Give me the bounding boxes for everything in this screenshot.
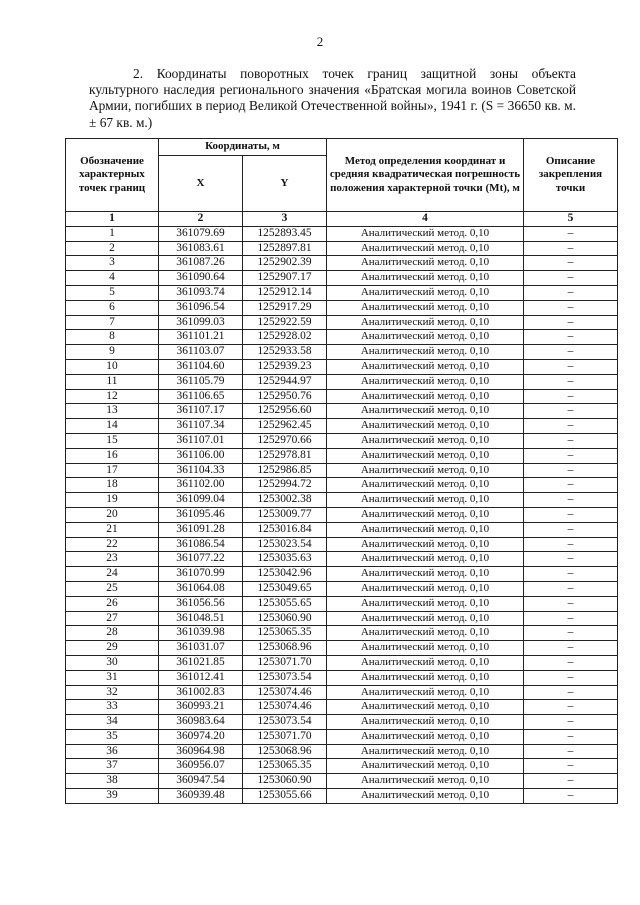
description-cell: – <box>524 256 618 271</box>
x-coordinate-cell: 361096.54 <box>159 300 243 315</box>
y-coordinate-cell: 1253074.46 <box>243 685 327 700</box>
y-coordinate-cell: 1252956.60 <box>243 404 327 419</box>
y-coordinate-cell: 1253065.35 <box>243 759 327 774</box>
x-coordinate-cell: 361091.28 <box>159 522 243 537</box>
point-number-cell: 1 <box>66 226 159 241</box>
point-number-cell: 8 <box>66 330 159 345</box>
point-number-cell: 28 <box>66 626 159 641</box>
description-cell: – <box>524 507 618 522</box>
description-cell: – <box>524 729 618 744</box>
method-cell: Аналитический метод. 0,10 <box>327 700 524 715</box>
description-cell: – <box>524 581 618 596</box>
x-coordinate-cell: 361077.22 <box>159 552 243 567</box>
method-cell: Аналитический метод. 0,10 <box>327 626 524 641</box>
index-cell: 4 <box>327 212 524 227</box>
heading-text: 2. Координаты поворотных точек границ защитной зоны объекта культурного наследия регионального значения «Братская могила воинов Советской Армии, погибших в период Великой Отечественной войны», 1941 г. (S = 36650 кв. м. ± 67 кв. м.) <box>89 66 576 130</box>
method-cell: Аналитический метод. 0,10 <box>327 448 524 463</box>
point-number-cell: 25 <box>66 581 159 596</box>
x-coordinate-cell: 361095.46 <box>159 507 243 522</box>
table-row <box>66 271 618 286</box>
header-y: Y <box>243 156 327 212</box>
method-cell: Аналитический метод. 0,10 <box>327 389 524 404</box>
x-coordinate-cell: 361105.79 <box>159 374 243 389</box>
page-number: 2 <box>316 34 324 49</box>
method-cell: Аналитический метод. 0,10 <box>327 493 524 508</box>
header-method: Метод определения координат и средняя квадратическая погрешность положения характерной точки (Mt), м <box>327 139 524 212</box>
point-number-cell: 5 <box>66 285 159 300</box>
y-coordinate-cell: 1252893.45 <box>243 226 327 241</box>
x-coordinate-cell: 361079.69 <box>159 226 243 241</box>
header-x: X <box>159 156 243 212</box>
y-coordinate-cell: 1252978.81 <box>243 448 327 463</box>
description-cell: – <box>524 789 618 804</box>
index-cell: 1 <box>66 212 159 227</box>
table-row <box>66 552 618 567</box>
x-coordinate-cell: 361086.54 <box>159 537 243 552</box>
description-cell: – <box>524 226 618 241</box>
table-row <box>66 404 618 419</box>
description-cell: – <box>524 404 618 419</box>
table-row <box>66 389 618 404</box>
method-cell: Аналитический метод. 0,10 <box>327 256 524 271</box>
table-row <box>66 641 618 656</box>
y-coordinate-cell: 1253068.96 <box>243 641 327 656</box>
point-number-cell: 32 <box>66 685 159 700</box>
y-coordinate-cell: 1253071.70 <box>243 655 327 670</box>
description-cell: – <box>524 389 618 404</box>
method-cell: Аналитический метод. 0,10 <box>327 478 524 493</box>
table-row <box>66 256 618 271</box>
x-coordinate-cell: 361101.21 <box>159 330 243 345</box>
header-coordinates: Координаты, м <box>159 139 327 156</box>
point-number-cell: 6 <box>66 300 159 315</box>
header-row-1 <box>66 139 618 156</box>
point-number-cell: 22 <box>66 537 159 552</box>
point-number-cell: 34 <box>66 715 159 730</box>
method-cell: Аналитический метод. 0,10 <box>327 404 524 419</box>
method-cell: Аналитический метод. 0,10 <box>327 537 524 552</box>
table-row <box>66 226 618 241</box>
y-coordinate-cell: 1252922.59 <box>243 315 327 330</box>
method-cell: Аналитический метод. 0,10 <box>327 670 524 685</box>
y-coordinate-cell: 1253055.65 <box>243 596 327 611</box>
description-cell: – <box>524 641 618 656</box>
method-cell: Аналитический метод. 0,10 <box>327 507 524 522</box>
description-cell: – <box>524 493 618 508</box>
x-coordinate-cell: 361031.07 <box>159 641 243 656</box>
description-cell: – <box>524 611 618 626</box>
point-number-cell: 29 <box>66 641 159 656</box>
y-coordinate-cell: 1252950.76 <box>243 389 327 404</box>
method-cell: Аналитический метод. 0,10 <box>327 744 524 759</box>
point-number-cell: 20 <box>66 507 159 522</box>
description-cell: – <box>524 374 618 389</box>
method-cell: Аналитический метод. 0,10 <box>327 226 524 241</box>
table-row <box>66 700 618 715</box>
y-coordinate-cell: 1253073.54 <box>243 715 327 730</box>
point-number-cell: 26 <box>66 596 159 611</box>
point-number-cell: 13 <box>66 404 159 419</box>
header-designation: Обозначение характерных точек границ <box>66 139 159 212</box>
description-cell: – <box>524 448 618 463</box>
table-row <box>66 463 618 478</box>
point-number-cell: 35 <box>66 729 159 744</box>
method-cell: Аналитический метод. 0,10 <box>327 611 524 626</box>
table-body <box>66 226 618 803</box>
table-row <box>66 774 618 789</box>
table-row <box>66 330 618 345</box>
method-cell: Аналитический метод. 0,10 <box>327 359 524 374</box>
header-description: Описание закрепления точки <box>524 139 618 212</box>
x-coordinate-cell: 360947.54 <box>159 774 243 789</box>
point-number-cell: 9 <box>66 345 159 360</box>
description-cell: – <box>524 537 618 552</box>
index-cell: 2 <box>159 212 243 227</box>
table-row <box>66 655 618 670</box>
description-cell: – <box>524 433 618 448</box>
description-cell: – <box>524 345 618 360</box>
y-coordinate-cell: 1253016.84 <box>243 522 327 537</box>
table-row <box>66 729 618 744</box>
table-row <box>66 478 618 493</box>
point-number-cell: 38 <box>66 774 159 789</box>
y-coordinate-cell: 1252986.85 <box>243 463 327 478</box>
x-coordinate-cell: 361106.00 <box>159 448 243 463</box>
section-heading <box>89 66 576 131</box>
y-coordinate-cell: 1253042.96 <box>243 567 327 582</box>
y-coordinate-cell: 1253009.77 <box>243 507 327 522</box>
description-cell: – <box>524 478 618 493</box>
description-cell: – <box>524 626 618 641</box>
description-cell: – <box>524 567 618 582</box>
description-cell: – <box>524 359 618 374</box>
method-cell: Аналитический метод. 0,10 <box>327 271 524 286</box>
x-coordinate-cell: 361107.17 <box>159 404 243 419</box>
y-coordinate-cell: 1252907.17 <box>243 271 327 286</box>
description-cell: – <box>524 715 618 730</box>
coordinates-table-wrap <box>65 138 618 804</box>
y-coordinate-cell: 1253065.35 <box>243 626 327 641</box>
description-cell: – <box>524 419 618 434</box>
point-number-cell: 23 <box>66 552 159 567</box>
method-cell: Аналитический метод. 0,10 <box>327 685 524 700</box>
coordinates-table <box>65 138 618 804</box>
point-number-cell: 18 <box>66 478 159 493</box>
y-coordinate-cell: 1252962.45 <box>243 419 327 434</box>
method-cell: Аналитический метод. 0,10 <box>327 715 524 730</box>
table-row <box>66 596 618 611</box>
x-coordinate-cell: 360956.07 <box>159 759 243 774</box>
table-row <box>66 359 618 374</box>
point-number-cell: 16 <box>66 448 159 463</box>
y-coordinate-cell: 1252912.14 <box>243 285 327 300</box>
table-row <box>66 433 618 448</box>
point-number-cell: 10 <box>66 359 159 374</box>
point-number-cell: 30 <box>66 655 159 670</box>
point-number-cell: 37 <box>66 759 159 774</box>
x-coordinate-cell: 361106.65 <box>159 389 243 404</box>
description-cell: – <box>524 552 618 567</box>
table-row <box>66 522 618 537</box>
x-coordinate-cell: 360993.21 <box>159 700 243 715</box>
table-row <box>66 315 618 330</box>
method-cell: Аналитический метод. 0,10 <box>327 463 524 478</box>
table-row <box>66 715 618 730</box>
table-row <box>66 567 618 582</box>
method-cell: Аналитический метод. 0,10 <box>327 729 524 744</box>
index-row <box>66 212 618 227</box>
table-row <box>66 789 618 804</box>
y-coordinate-cell: 1252970.66 <box>243 433 327 448</box>
method-cell: Аналитический метод. 0,10 <box>327 315 524 330</box>
method-cell: Аналитический метод. 0,10 <box>327 285 524 300</box>
table-row <box>66 419 618 434</box>
y-coordinate-cell: 1253002.38 <box>243 493 327 508</box>
x-coordinate-cell: 361103.07 <box>159 345 243 360</box>
x-coordinate-cell: 360939.48 <box>159 789 243 804</box>
y-coordinate-cell: 1252928.02 <box>243 330 327 345</box>
method-cell: Аналитический метод. 0,10 <box>327 789 524 804</box>
point-number-cell: 33 <box>66 700 159 715</box>
description-cell: – <box>524 271 618 286</box>
point-number-cell: 15 <box>66 433 159 448</box>
point-number-cell: 11 <box>66 374 159 389</box>
description-cell: – <box>524 774 618 789</box>
method-cell: Аналитический метод. 0,10 <box>327 552 524 567</box>
point-number-cell: 4 <box>66 271 159 286</box>
y-coordinate-cell: 1253060.90 <box>243 611 327 626</box>
method-cell: Аналитический метод. 0,10 <box>327 774 524 789</box>
y-coordinate-cell: 1253035.63 <box>243 552 327 567</box>
table-row <box>66 493 618 508</box>
method-cell: Аналитический метод. 0,10 <box>327 300 524 315</box>
description-cell: – <box>524 655 618 670</box>
description-cell: – <box>524 330 618 345</box>
table-row <box>66 581 618 596</box>
y-coordinate-cell: 1252939.23 <box>243 359 327 374</box>
x-coordinate-cell: 361107.34 <box>159 419 243 434</box>
point-number-cell: 21 <box>66 522 159 537</box>
x-coordinate-cell: 361039.98 <box>159 626 243 641</box>
x-coordinate-cell: 361012.41 <box>159 670 243 685</box>
table-row <box>66 744 618 759</box>
table-row <box>66 241 618 256</box>
method-cell: Аналитический метод. 0,10 <box>327 567 524 582</box>
point-number-cell: 3 <box>66 256 159 271</box>
point-number-cell: 31 <box>66 670 159 685</box>
description-cell: – <box>524 300 618 315</box>
x-coordinate-cell: 361087.26 <box>159 256 243 271</box>
description-cell: – <box>524 596 618 611</box>
x-coordinate-cell: 361048.51 <box>159 611 243 626</box>
point-number-cell: 2 <box>66 241 159 256</box>
table-row <box>66 507 618 522</box>
y-coordinate-cell: 1253073.54 <box>243 670 327 685</box>
point-number-cell: 39 <box>66 789 159 804</box>
point-number-cell: 14 <box>66 419 159 434</box>
method-cell: Аналитический метод. 0,10 <box>327 330 524 345</box>
x-coordinate-cell: 361107.01 <box>159 433 243 448</box>
x-coordinate-cell: 361070.99 <box>159 567 243 582</box>
y-coordinate-cell: 1252994.72 <box>243 478 327 493</box>
point-number-cell: 12 <box>66 389 159 404</box>
x-coordinate-cell: 360964.98 <box>159 744 243 759</box>
table-row <box>66 537 618 552</box>
method-cell: Аналитический метод. 0,10 <box>327 374 524 389</box>
y-coordinate-cell: 1252902.39 <box>243 256 327 271</box>
x-coordinate-cell: 361099.04 <box>159 493 243 508</box>
y-coordinate-cell: 1252897.81 <box>243 241 327 256</box>
table-row <box>66 685 618 700</box>
method-cell: Аналитический метод. 0,10 <box>327 419 524 434</box>
table-row <box>66 626 618 641</box>
table-row <box>66 759 618 774</box>
table-row <box>66 285 618 300</box>
x-coordinate-cell: 361090.64 <box>159 271 243 286</box>
description-cell: – <box>524 700 618 715</box>
description-cell: – <box>524 522 618 537</box>
description-cell: – <box>524 759 618 774</box>
method-cell: Аналитический метод. 0,10 <box>327 433 524 448</box>
point-number-cell: 24 <box>66 567 159 582</box>
x-coordinate-cell: 361102.00 <box>159 478 243 493</box>
point-number-cell: 17 <box>66 463 159 478</box>
x-coordinate-cell: 361002.83 <box>159 685 243 700</box>
method-cell: Аналитический метод. 0,10 <box>327 641 524 656</box>
description-cell: – <box>524 315 618 330</box>
method-cell: Аналитический метод. 0,10 <box>327 345 524 360</box>
table-row <box>66 345 618 360</box>
description-cell: – <box>524 463 618 478</box>
table-row <box>66 448 618 463</box>
x-coordinate-cell: 360983.64 <box>159 715 243 730</box>
index-cell: 3 <box>243 212 327 227</box>
description-cell: – <box>524 241 618 256</box>
x-coordinate-cell: 361104.33 <box>159 463 243 478</box>
y-coordinate-cell: 1252917.29 <box>243 300 327 315</box>
x-coordinate-cell: 360974.20 <box>159 729 243 744</box>
point-number-cell: 7 <box>66 315 159 330</box>
x-coordinate-cell: 361056.56 <box>159 596 243 611</box>
y-coordinate-cell: 1253071.70 <box>243 729 327 744</box>
y-coordinate-cell: 1253055.66 <box>243 789 327 804</box>
method-cell: Аналитический метод. 0,10 <box>327 596 524 611</box>
table-row <box>66 300 618 315</box>
method-cell: Аналитический метод. 0,10 <box>327 241 524 256</box>
point-number-cell: 27 <box>66 611 159 626</box>
method-cell: Аналитический метод. 0,10 <box>327 522 524 537</box>
point-number-cell: 19 <box>66 493 159 508</box>
table-row <box>66 611 618 626</box>
x-coordinate-cell: 361104.60 <box>159 359 243 374</box>
x-coordinate-cell: 361093.74 <box>159 285 243 300</box>
method-cell: Аналитический метод. 0,10 <box>327 655 524 670</box>
method-cell: Аналитический метод. 0,10 <box>327 759 524 774</box>
method-cell: Аналитический метод. 0,10 <box>327 581 524 596</box>
y-coordinate-cell: 1253049.65 <box>243 581 327 596</box>
index-cell: 5 <box>524 212 618 227</box>
y-coordinate-cell: 1253023.54 <box>243 537 327 552</box>
y-coordinate-cell: 1253068.96 <box>243 744 327 759</box>
point-number-cell: 36 <box>66 744 159 759</box>
y-coordinate-cell: 1253060.90 <box>243 774 327 789</box>
y-coordinate-cell: 1252933.58 <box>243 345 327 360</box>
x-coordinate-cell: 361083.61 <box>159 241 243 256</box>
description-cell: – <box>524 744 618 759</box>
table-row <box>66 670 618 685</box>
description-cell: – <box>524 285 618 300</box>
y-coordinate-cell: 1253074.46 <box>243 700 327 715</box>
description-cell: – <box>524 685 618 700</box>
x-coordinate-cell: 361021.85 <box>159 655 243 670</box>
x-coordinate-cell: 361099.03 <box>159 315 243 330</box>
x-coordinate-cell: 361064.08 <box>159 581 243 596</box>
y-coordinate-cell: 1252944.97 <box>243 374 327 389</box>
description-cell: – <box>524 670 618 685</box>
table-row <box>66 374 618 389</box>
